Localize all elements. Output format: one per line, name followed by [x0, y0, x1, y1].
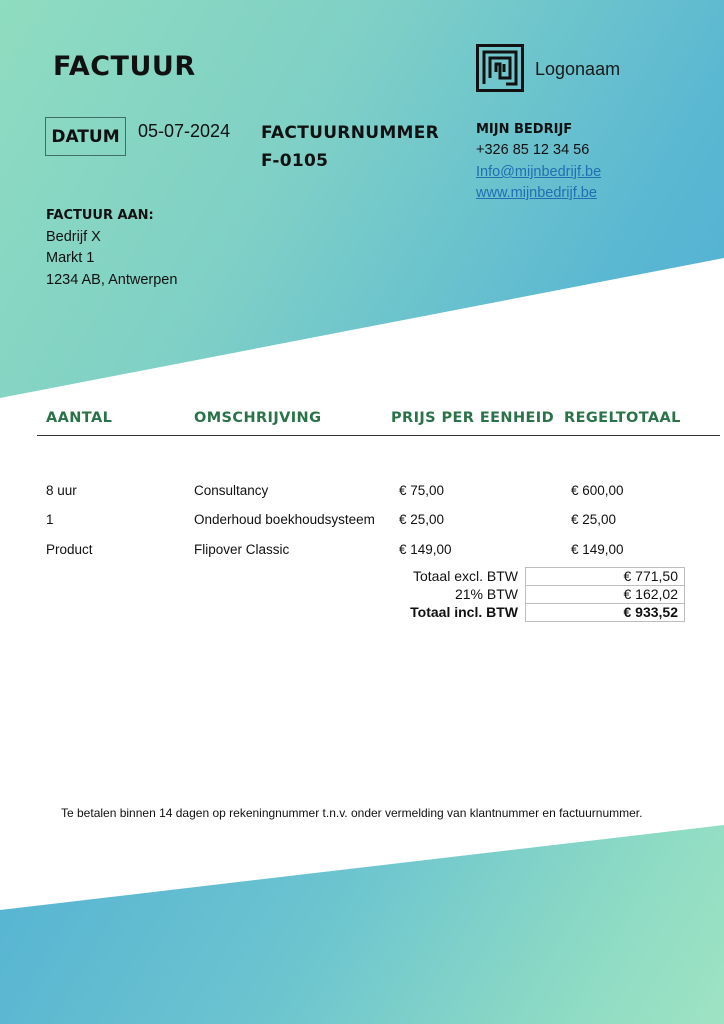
cell-description: Onderhoud boekhoudsysteem: [194, 512, 375, 527]
subtotal-label: Totaal excl. BTW: [412, 568, 518, 584]
column-header-line-total: REGELTOTAAL: [564, 410, 681, 426]
vat-value: € 162,02: [526, 586, 685, 604]
cell-description: Consultancy: [194, 483, 269, 498]
column-header-unit-price: PRIJS PER EENHEID: [391, 410, 555, 426]
totals-table: [396, 567, 685, 622]
date-value: 05-07-2024: [138, 121, 231, 141]
vat-label: 21% BTW: [454, 586, 518, 602]
subtotal-value: € 771,50: [526, 568, 685, 586]
cell-line-total: € 600,00: [571, 483, 624, 498]
company-name: MIJN BEDRIJF: [476, 122, 573, 137]
bill-to-label: FACTUUR AAN:: [46, 208, 154, 223]
cell-quantity: 1: [46, 512, 54, 527]
invoice-number-value: F-0105: [261, 151, 329, 171]
logo-name: Logonaam: [535, 59, 621, 79]
column-header-quantity: AANTAL: [46, 410, 113, 426]
cell-line-total: € 149,00: [571, 542, 624, 557]
grand-total-label: Totaal incl. BTW: [410, 604, 518, 620]
totals-row-subtotal: [396, 568, 685, 586]
table-header-divider: [37, 435, 720, 436]
totals-row-vat: [396, 586, 685, 604]
column-header-description: OMSCHRIJVING: [194, 410, 322, 426]
cell-quantity: Product: [46, 542, 93, 557]
payment-terms-note: Te betalen binnen 14 dagen op rekeningnummer t.n.v. onder vermelding van klantnummer en factuurnummer.: [61, 806, 643, 820]
cell-unit-price: € 75,00: [399, 483, 445, 498]
bill-to-line: 1234 AB, Antwerpen: [46, 272, 178, 288]
background-bottom-gradient: [0, 820, 724, 1024]
company-website-link[interactable]: www.mijnbedrijf.be: [476, 185, 597, 201]
grand-total-value: € 933,52: [526, 604, 685, 622]
company-email-link[interactable]: Info@mijnbedrijf.be: [476, 164, 602, 180]
invoice-number-label: FACTUURNUMMER: [261, 123, 440, 143]
cell-quantity: 8 uur: [46, 483, 77, 498]
maze-logo-icon: [476, 44, 524, 92]
totals-row-grand-total: [396, 604, 685, 622]
date-label: DATUM: [45, 117, 126, 156]
bill-to-line: Markt 1: [46, 250, 95, 266]
cell-unit-price: € 149,00: [399, 542, 452, 557]
company-phone: +326 85 12 34 56: [476, 142, 590, 158]
bill-to-line: Bedrijf X: [46, 229, 101, 245]
cell-description: Flipover Classic: [194, 542, 290, 557]
cell-line-total: € 25,00: [571, 512, 617, 527]
cell-unit-price: € 25,00: [399, 512, 445, 527]
invoice-title: FACTUUR: [53, 51, 196, 82]
